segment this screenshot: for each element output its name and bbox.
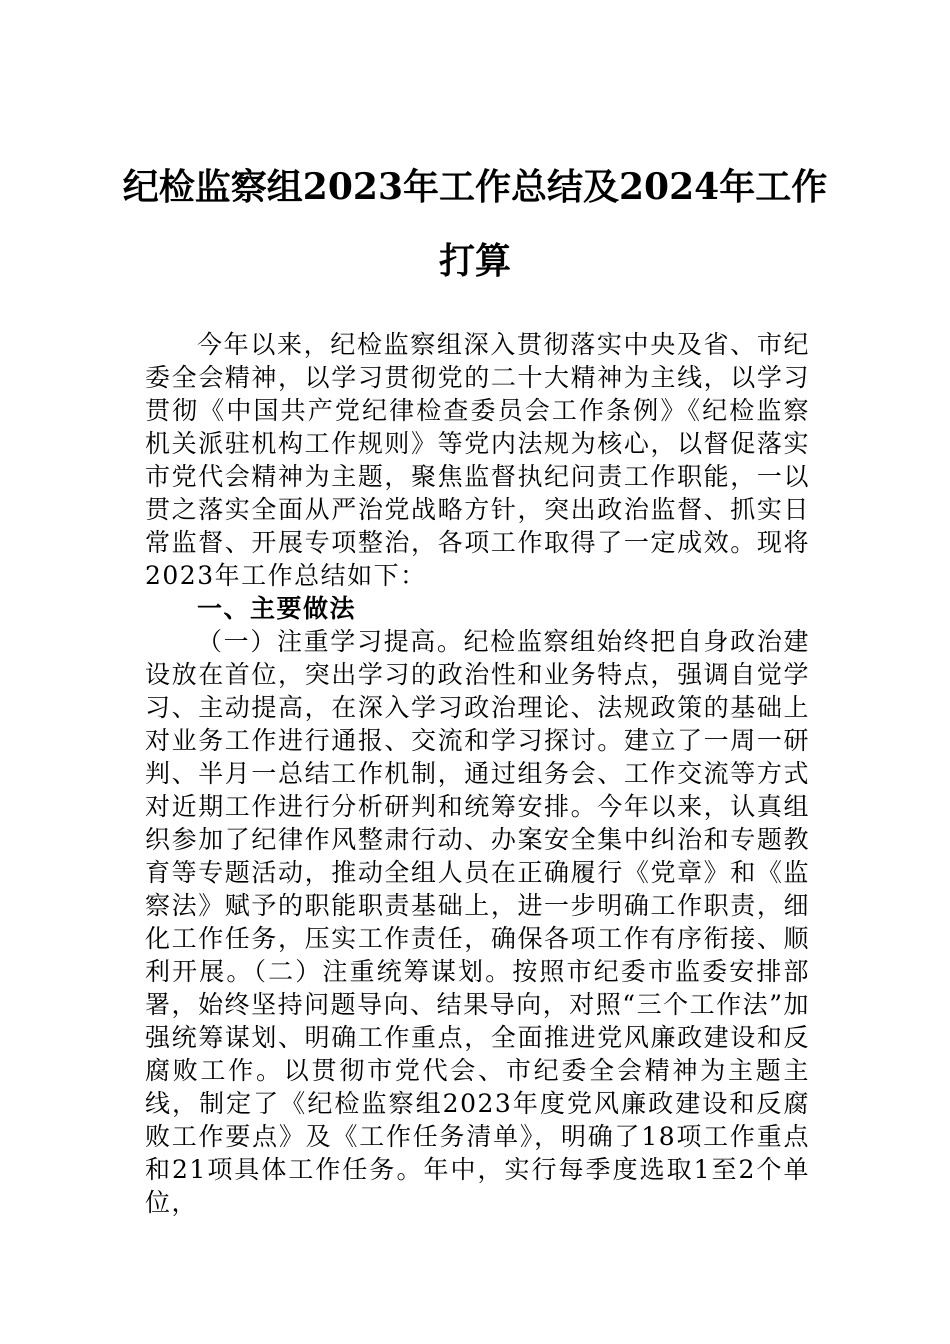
document-title xyxy=(120,150,830,298)
section-heading-main-practices: 一、主要做法 xyxy=(197,594,357,623)
intro-paragraph: 今年以来，纪检监察组深入贯彻落实中央及省、市纪委全会精神，以学习贯彻党的二十大精神为主线，以学习贯彻《中国共产党纪律检查委员会工作条例》《纪检监察机关派驻机构工作规则》等党内法规为核心，以督促落实市党代会精神为主题，聚焦监督执纪问责工作职能，一以贯之落实全面从严治党战略方针，突出政治监督、抓实日常监督、开展专项整治，各项工作取得了一定成效。现将2023年工作总结如下： xyxy=(145,330,810,590)
section-paragraph: （一）注重学习提高。纪检监察组始终把自身政治建设放在首位，突出学习的政治性和业务特点，强调自觉学习、主动提高，在深入学习政治理论、法规政策的基础上对业务工作进行通报、交流和学习探讨。建立了一周一研判、半月一总结工作机制，通过组务会、工作交流等方式对近期工作进行分析研判和统筹安排。今年以来，认真组织参加了纪律作风整肃行动、办案安全集中纠治和专题教育等专题活动，推动全组人员在正确履行《党章》和《监察法》赋予的职能职责基础上，进一步明确工作职责，细化工作任务，压实工作责任，确保各项工作有序衔接、顺利开展。（二）注重统筹谋划。按照市纪委市监委安排部署，始终坚持问题导向、结果导向，对照“三个工作法”加强统筹谋划、明确工作重点，全面推进党风廉政建设和反腐败工作。以贯彻市党代会、市纪委全会精神为主题主线，制定了《纪检监察组2023年度党风廉政建设和反腐败工作要点》及《工作任务清单》，明确了18项工作重点和21项具体工作任务。年中，实行每季度选取1至2个单位， xyxy=(145,627,810,1217)
title-line-1: 纪检监察组2023年工作总结及2024年工作 xyxy=(122,166,828,208)
document-body xyxy=(145,328,810,1219)
title-line-2: 打算 xyxy=(438,240,511,282)
